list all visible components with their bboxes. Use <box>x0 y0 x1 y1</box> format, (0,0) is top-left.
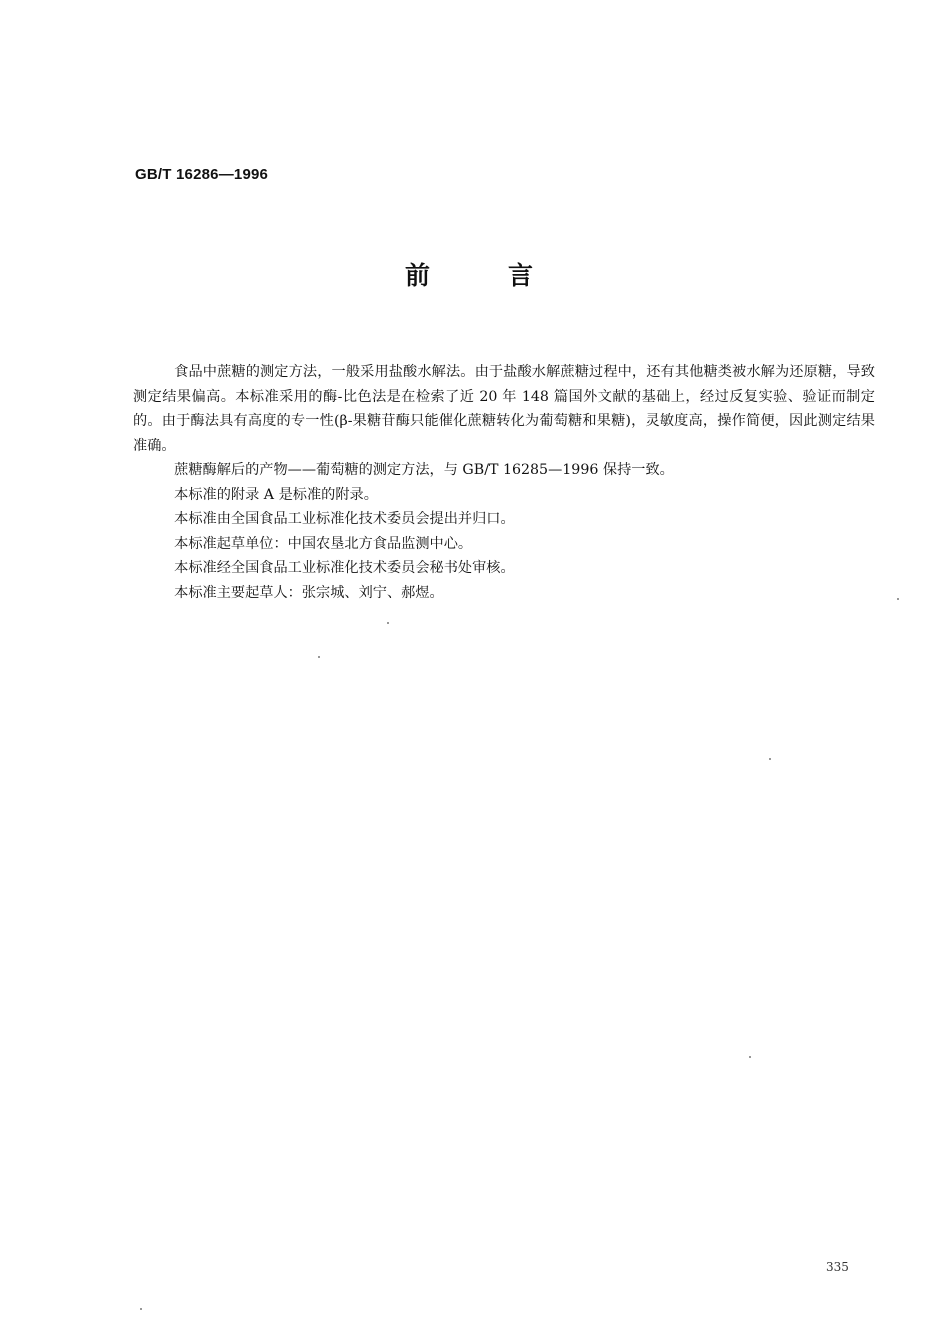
foreword-body <box>133 360 875 605</box>
scan-speck <box>387 622 389 624</box>
scan-speck <box>749 1056 751 1058</box>
scan-speck <box>897 598 899 600</box>
standard-code: GB/T 16286—1996 <box>135 166 269 183</box>
page-number: 335 <box>826 1260 849 1274</box>
paragraph-drafters: 本标准主要起草人：张宗城、刘宁、郝煜。 <box>174 584 444 601</box>
paragraph-proposer: 本标准由全国食品工业标准化技术委员会提出并归口。 <box>174 511 515 527</box>
paragraph-drafting-unit: 本标准起草单位：中国农垦北方食品监测中心。 <box>174 535 473 552</box>
scan-speck <box>318 656 320 658</box>
paragraph-appendix: 本标准的附录 A 是标准的附录。 <box>174 486 378 503</box>
page-title: 前言 <box>404 261 611 290</box>
paragraph-glucose-method: 蔗糖酶解后的产物——葡萄糖的测定方法，与 GB/T 16285—1996 保持一致。 <box>174 462 674 478</box>
paragraph-method: 食品中蔗糖的测定方法，一般采用盐酸水解法。由于盐酸水解蔗糖过程中，还有其他糖类被水解为还原糖，导致测定结果偏高。本标准采用的酶-比色法是在检索了近 20 年 148 篇国外文献的基础上，经过反复实验、验证而制定的。由于酶法具有高度的专一性(β-果糖苷酶只能催化蔗糖转化为葡萄糖和果糖)，灵敏度高，操作简便，因此测定结果准确。 <box>133 364 875 454</box>
paragraph-reviewer: 本标准经全国食品工业标准化技术委员会秘书处审核。 <box>174 560 515 576</box>
scan-speck <box>769 758 771 760</box>
scan-speck <box>140 1308 142 1310</box>
